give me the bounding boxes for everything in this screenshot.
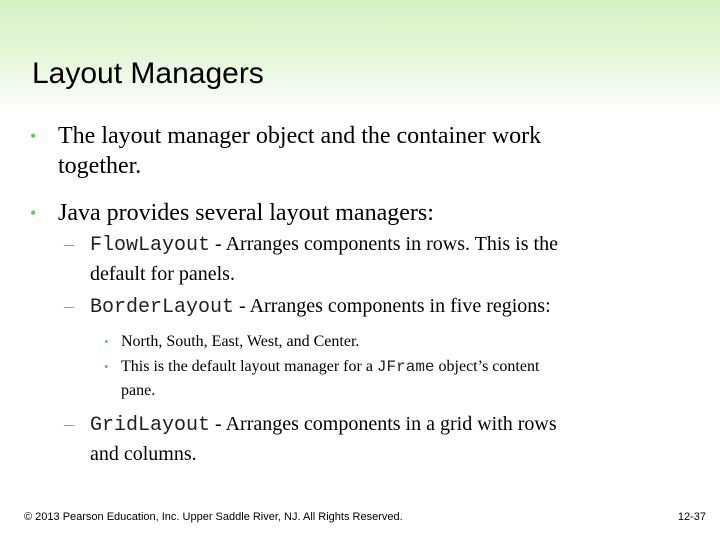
bullet-icon: • bbox=[104, 359, 109, 374]
bullet-text-line: The layout manager object and the container work bbox=[58, 123, 542, 149]
bullet-item bbox=[30, 198, 658, 228]
sub-bullet-text-line bbox=[90, 410, 670, 440]
sub-sub-bullet-text: object’s content bbox=[434, 358, 540, 375]
bullet-text-line: Java provides several layout managers: bbox=[58, 200, 434, 226]
sub-bullet-item bbox=[64, 292, 670, 322]
dash-icon: – bbox=[64, 413, 74, 435]
copyright-footer: © 2013 Pearson Education, Inc. Upper Saddle River, NJ. All Rights Reserved. bbox=[24, 511, 403, 523]
sub-sub-bullet-item bbox=[104, 330, 661, 354]
sub-bullet-description: - Arranges components in five regions: bbox=[234, 295, 551, 317]
bullet-item bbox=[30, 121, 658, 181]
dash-icon: – bbox=[64, 233, 74, 255]
sub-bullet-description: - Arranges components in rows. This is the bbox=[210, 233, 558, 255]
code-term: JFrame bbox=[376, 358, 435, 376]
bullet-icon: • bbox=[30, 126, 37, 146]
sub-bullet-text-line: default for panels. bbox=[90, 263, 235, 285]
sub-bullet-description: - Arranges components in a grid with rows bbox=[210, 413, 557, 435]
page-number: 12-37 bbox=[677, 511, 706, 523]
code-term: BorderLayout bbox=[90, 296, 235, 319]
code-term: FlowLayout bbox=[90, 234, 211, 257]
sub-sub-bullet-text: North, South, East, West, and Center. bbox=[121, 333, 360, 350]
sub-bullet-item bbox=[64, 410, 670, 469]
bullet-icon: • bbox=[30, 203, 37, 223]
bullet-text-line: together. bbox=[58, 153, 142, 179]
sub-sub-bullet-item bbox=[104, 355, 661, 403]
sub-sub-bullet-text-line: pane. bbox=[121, 382, 156, 399]
dash-icon: – bbox=[64, 295, 74, 317]
slide-title: Layout Managers bbox=[32, 57, 264, 90]
code-term: GridLayout bbox=[90, 414, 211, 437]
bullet-icon: • bbox=[104, 334, 109, 349]
sub-sub-bullet-text-line bbox=[121, 355, 661, 379]
sub-bullet-item bbox=[64, 230, 670, 289]
sub-bullet-text-line: and columns. bbox=[90, 443, 197, 465]
sub-bullet-text-line bbox=[90, 292, 670, 322]
sub-sub-bullet-text: This is the default layout manager for a bbox=[121, 358, 377, 375]
sub-bullet-text-line bbox=[90, 230, 670, 260]
